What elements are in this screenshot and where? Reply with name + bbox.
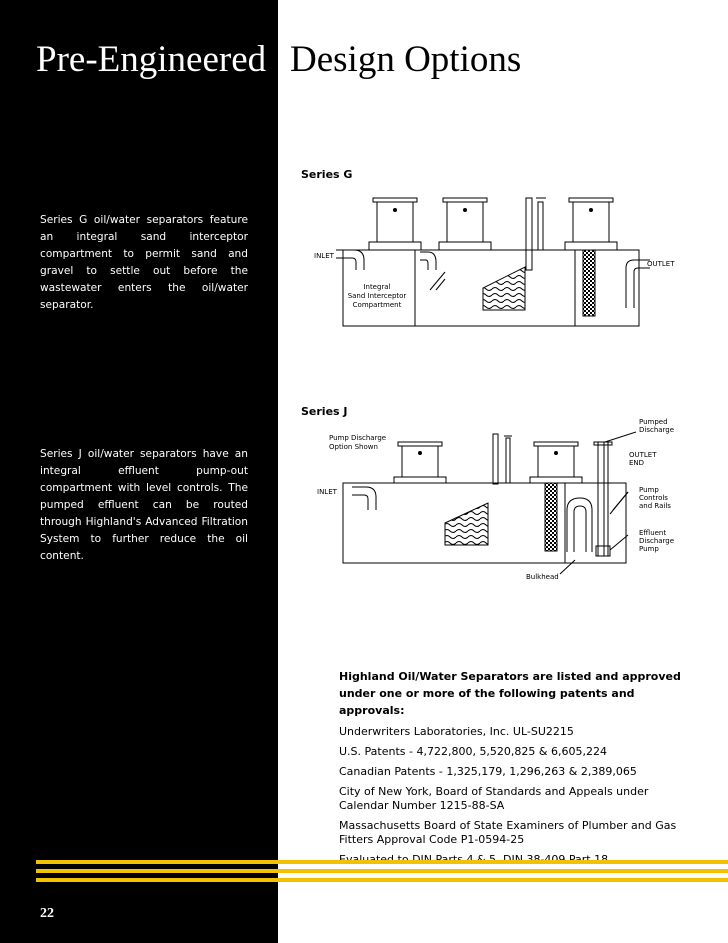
pump-discharge-option-label: Pump Discharge [329, 434, 387, 442]
patents-block [339, 668, 699, 873]
filter-column [583, 250, 595, 316]
series-j-label: Series J [301, 405, 348, 418]
patents-heading: Highland Oil/Water Separators are listed and approved under one or more of the following patents and approvals: [339, 670, 681, 717]
pump-controls-label: and Rails [639, 502, 671, 510]
patent-item: Massachusetts Board of State Examiners of Plumber and Gas Fitters Approval Code P1-0594-25 [339, 819, 677, 846]
inlet-label: INLET [314, 252, 334, 260]
pump-discharge-pipe [567, 498, 592, 552]
series-g-label: Series G [301, 168, 353, 181]
vent-pipe [506, 438, 510, 483]
series-j-diagram [300, 420, 690, 590]
manhole-riser-1 [369, 198, 421, 250]
series-g-diagram [300, 190, 690, 340]
patent-item: Canadian Patents - 1,325,179, 1,296,263 & 2,389,065 [339, 765, 637, 778]
series-g-description: Series G oil/water separators feature an integral sand interceptor compartment to permit sand and gravel to settle out before the wastewater enters the oil/water separator. [40, 214, 248, 311]
baffle-pipe [420, 252, 436, 270]
coalescer-media [445, 503, 488, 545]
yellow-stripe [36, 878, 728, 882]
page-number: 22 [40, 906, 54, 921]
compartment-label: Compartment [352, 301, 402, 309]
manhole-riser-3 [565, 198, 617, 250]
inlet-pipe [336, 250, 364, 270]
pump-discharge-option-label: Option Shown [329, 443, 378, 451]
manhole-riser-1 [394, 442, 446, 483]
patent-item: Underwriters Laboratories, Inc. UL-SU2215 [339, 725, 574, 738]
title-left: Pre-Engineered [36, 39, 267, 80]
pump-controls-label: Controls [639, 494, 668, 502]
effluent-pump-label: Effluent [639, 529, 667, 537]
vent-pipe [526, 198, 532, 270]
yellow-stripe [36, 869, 728, 873]
inlet-pipe [352, 487, 376, 510]
bulkhead-label: Bulkhead [526, 573, 559, 581]
effluent-pump-label: Pump [639, 545, 659, 553]
outlet-end-label: END [629, 459, 645, 467]
series-j-description: Series J oil/water separators have an integral effluent pump-out compartment with level controls. The pumped effluent can be routed through Highland's Advanced Filtration System to further reduce the oil content. [40, 448, 248, 562]
yellow-stripe [36, 860, 728, 864]
title-right: Design Options [290, 39, 522, 80]
compartment-label: Sand Interceptor [347, 292, 407, 300]
pump-controls-label: Pump [639, 486, 659, 494]
vent-pipe [493, 434, 498, 484]
pumped-discharge-label: Pumped [639, 418, 668, 426]
manhole-riser-2 [530, 442, 582, 483]
pumped-discharge-label: Discharge [639, 426, 675, 434]
patent-item: City of New York, Board of Standards and Appeals under Calendar Number 1215-88-SA [339, 785, 649, 812]
compartment-label: Integral [363, 283, 391, 291]
outlet-label: OUTLET [647, 260, 675, 268]
inlet-label: INLET [317, 488, 337, 496]
outlet-end-label: OUTLET [629, 451, 657, 459]
filter-column [545, 483, 557, 551]
manhole-riser-2 [439, 198, 491, 250]
vent-pipe [538, 202, 543, 250]
patent-item: U.S. Patents - 4,722,800, 5,520,825 & 6,605,224 [339, 745, 607, 758]
effluent-pump-label: Discharge [639, 537, 675, 545]
coalescer-media [483, 267, 525, 310]
